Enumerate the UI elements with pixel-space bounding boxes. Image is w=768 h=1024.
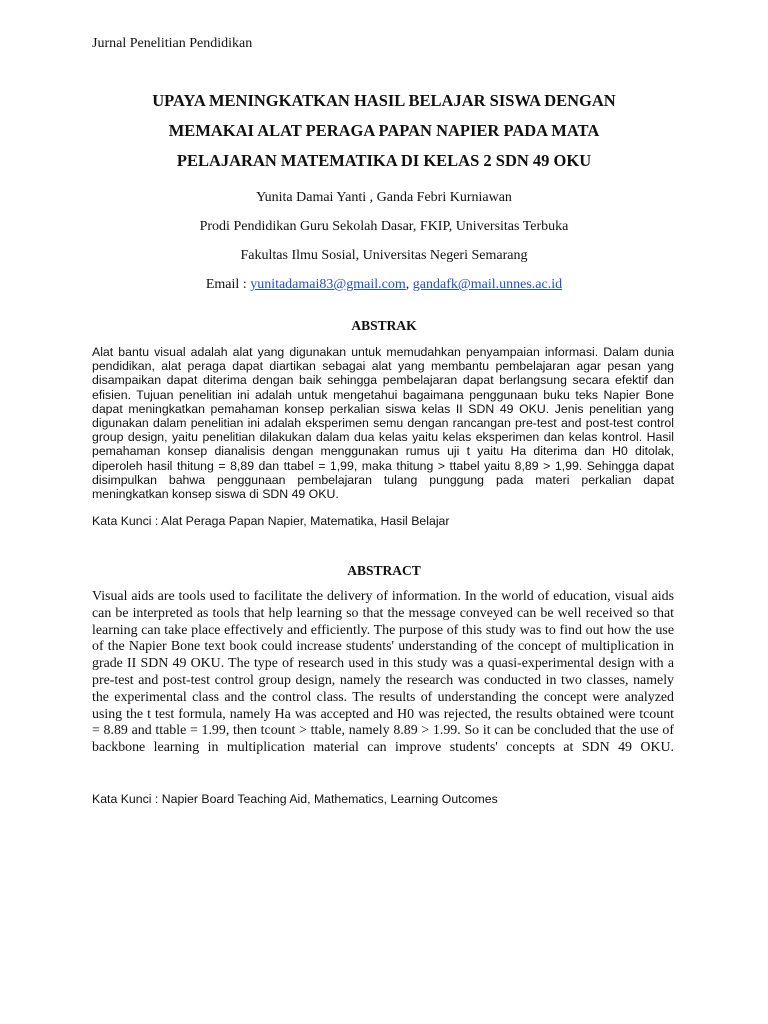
title-line: PELAJARAN MATEMATIKA DI KELAS 2 SDN 49 OKU	[176, 151, 592, 170]
abstract-heading: ABSTRACT	[347, 563, 421, 578]
email-link-2[interactable]: gandafk@mail.unnes.ac.id	[412, 277, 563, 292]
affiliation-1: Prodi Pendidikan Guru Sekolah Dasar, FKIP, Universitas Terbuka	[199, 219, 569, 234]
abstract-keywords: Kata Kunci : Napier Board Teaching Aid, Mathematics, Learning Outcomes	[92, 792, 498, 806]
paper-title	[60, 86, 708, 176]
email-label: Email :	[205, 277, 251, 292]
abstract-text: Visual aids are tools used to facilitate the delivery of information. In the world of education, visual aids can be interpreted as tools that help learning so that the message conveyed can be well received so that learning can take place effectively and efficiently. The purpose of this study was to find out how the use of the Napier Bone text book could increase students' understanding of the concept of multiplication in grade II SDN 49 OKU. The type of research used in this study was a quasi-experimental design with a pre-test and post-test control group design, namely the research was conducted in two classes, namely the experimental class and the control class. The results of understanding the concept were analyzed using the t test formula, namely Ha was accepted and H0 was rejected, the results obtained were tcount = 8.89 and ttable = 1.99, then tcount > ttable, namely 8.89 > 1.99. So it can be concluded that the use of backbone learning in multiplication material can improve students' concepts at SDN 49 OKU.	[92, 589, 674, 756]
title-line: UPAYA MENINGKATKAN HASIL BELAJAR SISWA DENGAN	[152, 91, 616, 110]
abstrak-body	[92, 345, 674, 501]
abstrak-heading: ABSTRAK	[351, 318, 417, 333]
email-separator: ,	[405, 277, 413, 292]
email-link-1[interactable]: yunitadamai83@gmail.com	[250, 277, 406, 292]
author-block	[60, 183, 708, 299]
journal-name: Jurnal Penelitian Pendidikan	[92, 36, 253, 51]
affiliation-2: Fakultas Ilmu Sosial, Universitas Negeri Semarang	[240, 248, 528, 263]
title-line: MEMAKAI ALAT PERAGA PAPAN NAPIER PADA MATA	[168, 121, 600, 140]
abstract-body	[92, 589, 674, 757]
abstrak-text: Alat bantu visual adalah alat yang digunakan untuk memudahkan penyampaian informasi. Dalam dunia pendidikan, alat peraga dapat diartikan sebagai alat yang membantu pembelajaran agar pesan yang disampaikan dapat diterima dengan baik sehingga pembelajaran dapat berlangsung secara efektif dan efisien. Tujuan penelitian ini adalah untuk mengetahui bagaimana penggunaan buku teks Napier Bone dapat meningkatkan pemahaman konsep perkalian siswa kelas II SDN 49 OKU. Jenis penelitian yang digunakan dalam penelitian ini adalah eksperimen semu dengan rancangan pre-test and post-test control group design, yaitu penelitian dilakukan dalam dua kelas yaitu kelas eksperimen dan kelas kontrol. Hasil pemahaman konsep dianalisis dengan menggunakan rumus uji t yaitu Ha diterima dan H0 ditolak, diperoleh hasil thitung = 8,89 dan ttabel = 1,99, maka thitung > ttabel yaitu 8,89 > 1,99. Sehingga dapat disimpulkan bahwa penggunaan pembelajaran tulang punggung pada materi perkalian dapat meningkatkan konsep siswa di SDN 49 OKU.	[92, 345, 674, 502]
author-names: Yunita Damai Yanti , Ganda Febri Kurniawan	[256, 190, 512, 205]
email-line	[60, 270, 708, 299]
abstrak-keywords: Kata Kunci : Alat Peraga Papan Napier, Matematika, Hasil Belajar	[92, 514, 450, 528]
